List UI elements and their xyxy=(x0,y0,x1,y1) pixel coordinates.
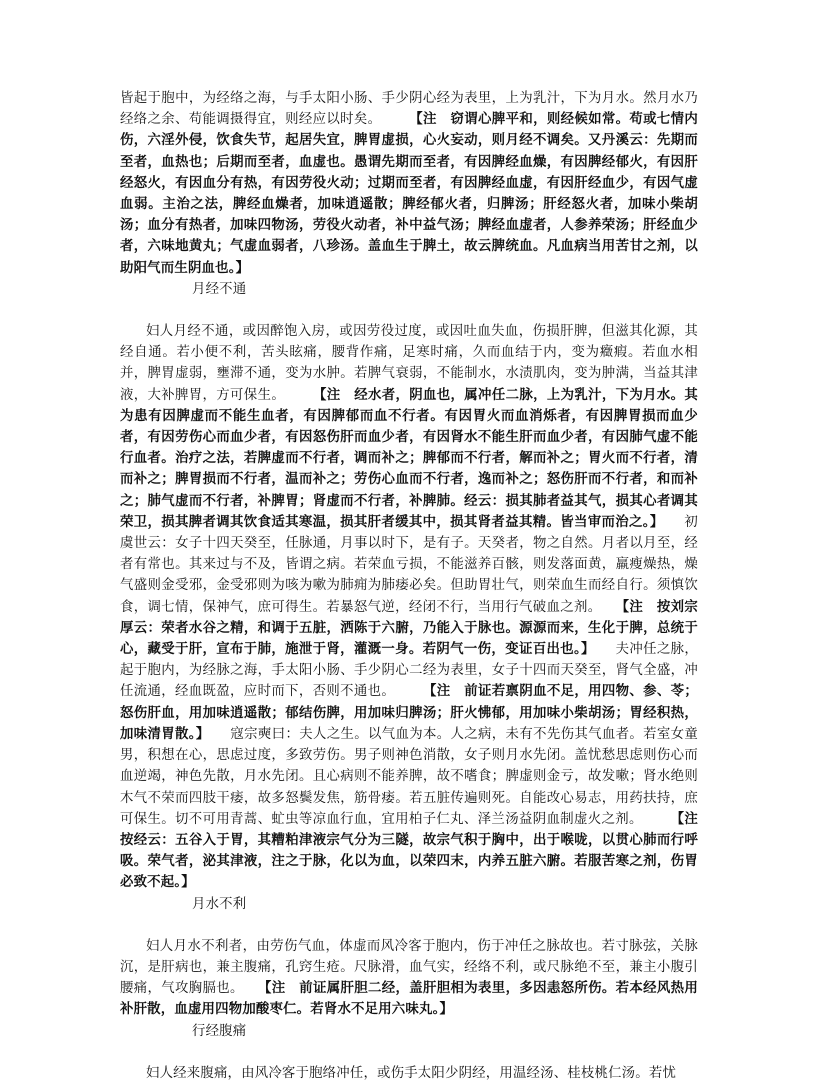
body-text: 寇宗奭曰：夫人之生。以气血为本。人之病，未有不先伤其气血者。若室女童男，积想在心，思虑过度，多致劳伤。男子则神色消散，女子则月水先闭。盖忧愁思虑则伤心而血逆竭，神色先散，月水先闭。且心病则不能养脾，故不嗜食；脾虚则金亏，故发嗽；肾水绝则木气不荣而四肢干痿，故多怒鬓发焦，筋骨痿。若五脏传遍则死。自能改心易志，用药扶持，庶可保生。切不可用青蒿、虻虫等凉血行血，宜用柏子仁丸、泽兰汤益阴血制虚火之剂。 xyxy=(120,726,698,827)
annotation-note: 【注 经水者，阴血也，属冲任二脉，上为乳汁，下为月水。其为患有因脾虚而不能生血者，有因脾郁而血不行者。有因胃火而血消烁者，有因脾胃损而血少者，有因劳伤心而血少者，有因怒伤肝而血少者，有因肾水不能生肝而血少者，有因肺气虚不能行血者。治疗之法，若脾虚而不行者，调而补之；脾郁而不行者，解而补之；胃火而不行者，清而补之；脾胃损而不行者，温而补之；劳伤心血而不行者，逸而补之；怒伤肝而不行者，和而补之；肺气虚而不行者，补脾胃；肾虚而不行者，补脾肺。经云：损其肺者益其气，损其心者调其荣卫，损其脾者调其饮食适其寒温，损其肝者缓其中，损其肾者益其精。皆当审而治之。】 xyxy=(120,386,698,530)
body-text: 妇人经来腹痛，由风冷客于胞络冲任，或伤手太阳少阴经，用温经汤、桂枝桃仁汤。若忧 xyxy=(146,1065,677,1081)
body-text: 妇人月水不利者，由劳伤气血，体虚而风冷客于胞内，伤于冲任之脉故也。若寸脉弦，关脉沉，是肝病也，兼主腹痛，孔窍生疮。尺脉滑，血气实，经络不利，或尺脉绝不至，兼主小腹引腰痛，气攻胸膈也。 xyxy=(120,938,698,997)
spacer xyxy=(120,915,698,936)
annotation-note: 【注 按经云：五谷入于胃，其糟粕津液宗气分为三隧，故宗气积于胸中，出于喉咙，以贯心肺而行呼吸。荣气者，泌其津液，注之于脉，化以为血，以荣四末，内养五脏六腑。若服苦寒之剂，伤胃必致不起。】 xyxy=(120,810,712,891)
annotation-note: 【注 按刘宗厚云：荣者水谷之精，和调于五脏，洒陈于六腑，乃能入于脉也。源源而来，生化于脾，总统于心，藏受于肝，宣布于肺，施泄于肾，灌溉一身。若阴气一伤，变证百出也。】 xyxy=(120,598,698,658)
paragraph-yueshui-buli xyxy=(120,936,698,1021)
body-text: 夫冲任之脉，起于胞内，为经脉之海，手太阳小肠、手少阴心二经为表里，女子十四而天癸至，肾气全盛，冲任流通，经血既盈，应时而下，否则不通也。 xyxy=(120,642,698,700)
annotation-note: 【注 前证若禀阴血不足，用四物、参、苓；怒伤肝血，用加味逍遥散；郁结伤脾，用加味归脾汤；肝火怫郁，用加味小柴胡汤；胃经积热，加味清胃散。】 xyxy=(120,683,698,742)
spacer xyxy=(120,1042,698,1063)
annotation-note: 【注 前证属肝胆二经，盖肝胆相为表里，多因恚怒所伤。若本经风热用补肝散，血虚用四物加酸枣仁。若肾水不足用六味丸。】 xyxy=(120,980,698,1018)
section-heading-xingjing-futong: 行经腹痛 xyxy=(192,1023,247,1039)
section-heading-yuejing-butong: 月经不通 xyxy=(192,281,247,297)
body-text: 皆起于胞中，为经络之海，与手太阳小肠、手少阴心经为表里，上为乳汁，下为月水。然月水乃经络之余、苟能调摄得宜，则经应以时矣。 xyxy=(120,91,698,128)
paragraph-yuejing-butong xyxy=(120,321,712,893)
document-page xyxy=(120,88,712,1084)
paragraph-xingjing-futong xyxy=(120,1063,698,1084)
body-text: 妇人月经不通，或因醉饱入房，或因劳役过度，或因吐血失血，伤损肝脾，但滋其化源，其经自通。若小便不利，苦头眩痛，腰背作痛，足寒时痛，久而血结于内，变为癥瘕。若血水相并，脾胃虚弱，壅滞不通，变为水肿。若脾气衰弱，不能制水，水渍肌肉，变为肿满，当益其津液，大补脾胃，方可保生。 xyxy=(120,324,698,403)
body-text: 初虞世云：女子十四天癸至，任脉通，月事以时下，是有子。天癸者，物之自然。月者以月至，经者有常也。其来过与不及，皆谓之病。若荣血亏损，不能滋养百骸，则发落面黄，羸瘦燥热，燥气盛则金受邪，金受邪则为咳为嗽为肺痈为肺痿必矣。但助胃壮气，则荣血生而经自行。须慎饮食，调七情，保神气，庶可得生。若暴怒气逆，经闭不行，当用行气破血之剂。 xyxy=(120,514,698,615)
section-heading-yueshui-buli: 月水不利 xyxy=(192,896,247,912)
annotation-note: 【注 窃谓心脾平和，则经候如常。苟或七情内伤，六淫外侵，饮食失节，起居失宜，脾胃虚损，心火妄动，则月经不调矣。又丹溪云：先期而至者，血热也；后期而至者，血虚也。愚谓先期而至者，有因脾经血燥，有因脾经郁火，有因肝经怒火，有因血分有热，有因劳役火动；过期而至者，有因脾经血虚，有因肝经血少，有因气虚血弱。主治之法，脾经血燥者，加味逍遥散；脾经郁火者，归脾汤；肝经怒火者，加味小柴胡汤；血分有热者，加味四物汤，劳役火动者，补中益气汤；脾经血虚者，人参养荣汤；肝经血少者，六味地黄丸；气虚血弱者，八珍汤。盖血生于脾土，故云脾统血。凡血病当用苦甘之剂，以助阳气而生阴血也。】 xyxy=(120,111,698,276)
paragraph-intro xyxy=(120,88,698,279)
spacer xyxy=(120,300,698,321)
